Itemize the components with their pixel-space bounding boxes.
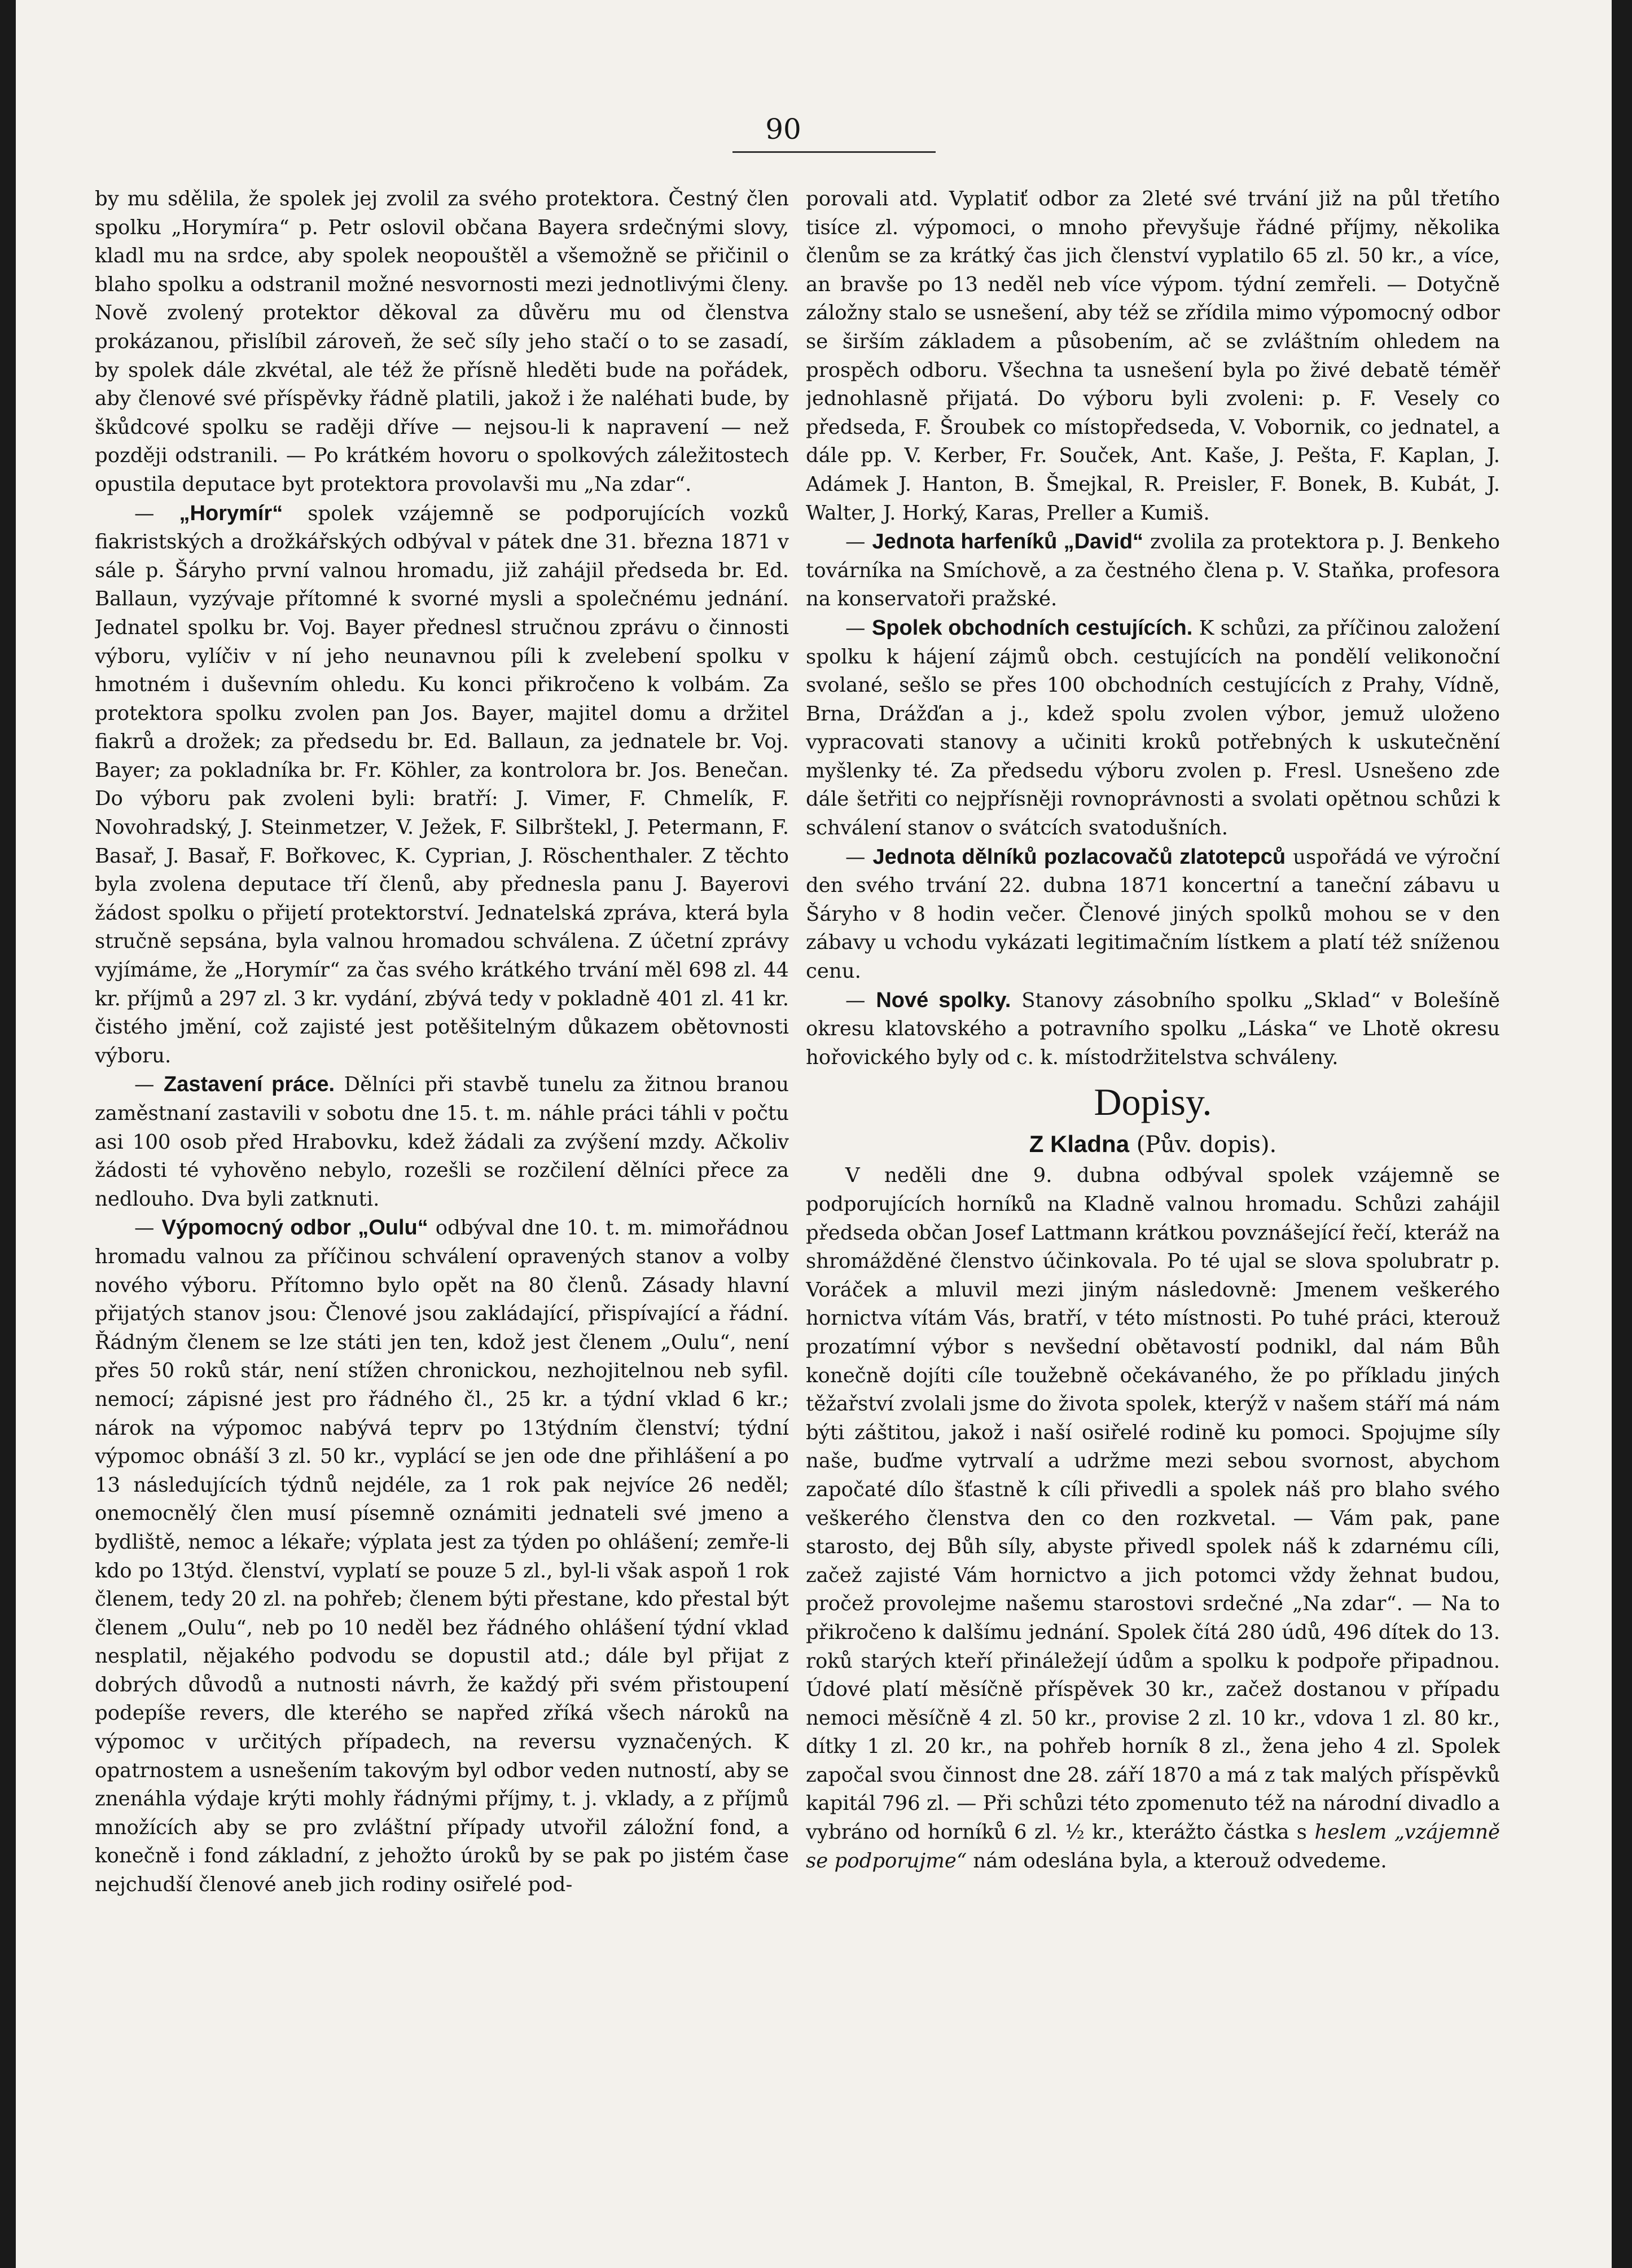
left-column xyxy=(95,185,789,2103)
article-body: zvolila za protektora p. J. Benkeho továrníka na Smíchově, a za čestného člena p. V. Staňka, profesora na konservatoři pražské. xyxy=(806,530,1500,611)
newspaper-page xyxy=(16,0,1612,2268)
article-gilders: — Jednota dělníků pozlacovačů zlatotepců uspořádá ve výroční den svého trvání 22. dubna 1871 koncertní a taneční zábavu u Šáryho v 8 hodin večer. Členové jiných spolků mohou se v den zábavy u vchodu vykázati legitimačním lístkem a platí též sníženou cenu. xyxy=(806,845,1500,983)
article-heading: Jednota dělníků pozlacovačů zlatotepců xyxy=(872,845,1286,869)
letter-motto: heslem „vzájemně se podporujme“ xyxy=(806,1821,1500,1873)
article-body: odbýval dne 10. t. m. mimořádnou hromadu valnou za příčinou schválení opravených stanov a volby nového výboru. Přítomno bylo opět na 80 členů. Zásady hlavní přijatých stanov jsou: Členové jsou zakládající, přispívající a řádní. Řádným členem se lze státi jen ten, kdož jest členem „Oulu“, není přes 50 roků stár, není stížen chronickou, nezhojitelnou neb syfil. nemocí; zápisné jest pro řádného čl., 25 kr. a týdní vklad 6 kr.; nárok na výpomoc nabývá teprv po 13týdním členství; týdní výpomoc obnáší 3 zl. 50 kr., vyplácí se jen ode dne přihlášení a po 13 následujících týdnů nejdéle, za 1 rok pak nejvíce 26 neděl; onemocnělý člen musí písemně oznámiti jednateli své jmeno a bydliště, nemoc a lékaře; výplata jest za týden po ohlášení; zemře-li kdo po 13týd. členství, vyplatí se pouze 5 zl., byl-li však aspoň 1 rok členem, tedy 20 zl. na pohřeb; členem býti přestane, kdo přestal být členem „Oulu“, neb po 10 neděl bez řádného ohlášení týdní vklad nesplatil, nějakého podvodu se dopustil atd.; dále byl přijat z dobrých důvodů a nutnosti návrh, že každý při svém přistoupení podepíše revers, dle kterého se napřed zříká všech nároků na výpomoc v určitých případech, na reversu vyznačených. K opatrnostem a usnešením takovým byl odbor veden nutností, aby se znenáhla výdaje krýti mohly řádnými příjmy, t. j. vklady, a z příjmů množících aby se pro zvláštní případy utvořil záložní fond, a konečně i fond základní, z jehožto úroků by se pak po jistém čase nejchudší členové aneb jich rodiny osiřelé pod- xyxy=(95,1216,789,1897)
article-heading: Spolek obchodních cestujících. xyxy=(871,616,1193,640)
right-column xyxy=(806,185,1500,2103)
header-rule xyxy=(732,151,936,153)
dateline-note: (Pův. dopis). xyxy=(1129,1132,1277,1158)
article-heading: Výpomocný odbor „Oulu“ xyxy=(161,1216,428,1240)
article-heading: Nové spolky. xyxy=(876,988,1011,1012)
article-heading: Zastavení práce. xyxy=(164,1073,335,1097)
article-travelers: — Spolek obchodních cestujících. K schůzi, za příčinou založení spolku k hájení zájmů obch. cestujících na pondělí velikonoční svolané, sešlo se přes 100 obchodních cestujících z Prahy, Vídně, Brna, Drážďan a j., kdež spolu zvolen výbor, jemuž uloženo vypracovati stanovy a učiniti kroků potřebných k uskutečnění myšlenky té. Za předsedu výboru zvolen p. Fresl. Usnešeno zde dále šetřiti co nejpřísněji rovnoprávnosti a svolati opětnou schůzi k schválení stanov o svátcích svatodušních. xyxy=(806,616,1500,840)
article-body: K schůzi, za příčinou založení spolku k hájení zájmů obch. cestujících na pondělí velikonoční svolané, sešlo se přes 100 obchodních cestujících z Prahy, Vídně, Brna, Drážďan a j., kdež spolu zvolen výbor, jemuž uloženo vypracovati stanovy a učiniti kroků potřebných k uskutečnění myšlenky té. Za předsedu výboru zvolen p. Fresl. Usnešeno zde dále šetřiti co nejpřísněji rovnoprávnosti a svolati opětnou schůzi k schválení stanov o svátcích svatodušních. xyxy=(806,616,1500,840)
section-title: Dopisy. xyxy=(1094,1080,1212,1124)
article-heading: „Horymír“ xyxy=(179,501,283,525)
article-body: Stanovy zásobního spolku „Sklad“ v Bolešíně okresu klatovského a potravního spolku „Láska“ ve Lhotě okresu hořovického byly od c. k. místodržitelstva schváleny. xyxy=(806,988,1500,1069)
letter-dateline xyxy=(806,1127,1500,1162)
article-horymir: — „Horymír“ spolek vzájemně se podporujících vozků fiakristských a drožkářských odbýval v pátek dne 31. března 1871 v sále p. Šáryho první valnou hromadu, již zahájil předseda br. Ed. Ballaun, vyzývaje přítomné k svorné mysli a společnému jednání. Jednatel spolku br. Voj. Bayer přednesl stručnou zprávu o činnosti výboru, vylíčiv v ní jeho neunavnou píli k zvelebení spolku v hmotném i duševním ohledu. Ku konci přikročeno k volbám. Za protektora spolku zvolen pan Jos. Bayer, majitel domu a držitel fiakrů a drožek; za předsedu br. Ed. Ballaun, za jednatele br. Voj. Bayer; za pokladníka br. Fr. Köhler, za kontrolora br. Jos. Benečan. Do výboru pak zvoleni byli: bratří: J. Vimer, F. Chmelík, F. Novohradský, J. Steinmetzer, V. Ježek, F. Silbrštekl, J. Petermann, F. Basař, J. Basař, F. Bořkovec, K. Cyprian, J. Röschenthaler. Z těchto byla zvolena deputace tří členů, aby přednesla panu J. Bayerovi žádost spolku o přijetí protektorství. Jednatelská zpráva, která byla stručně sepsána, byla valnou hromadou schválena. Z účetní zprávy vyjímáme, že „Horymír“ za čas svého krátkého trvání měl 698 zl. 44 kr. příjmů a 297 zl. 3 kr. vydání, zbývá tedy v pokladně 401 zl. 41 kr. čistého jmění, což zajisté jest potěšitelným důkazem obětovnosti výboru. xyxy=(95,501,789,1067)
article-body: Dělníci při stavbě tunelu za žitnou branou zaměstnaní zastavili v sobotu dne 15. t. m. náhle práci táhli v počtu asi 100 osob před Hrabovku, kdež žádali za zvýšení mzdy. Ačkoliv žádosti té vyhověno nebylo, rozešli se rozčilení dělníci přece za nedlouho. Dva byli zatknuti. xyxy=(95,1073,789,1211)
letter-text: V neděli dne 9. dubna odbýval spolek vzájemně se podporujících horníků na Kladně valnou hromadu. Schůzi zahájil předseda občan Josef Lattmann krátkou povznášející řečí, kteráž na shromážděné členstvo účinkovala. Po té ujal se slova spolubratr p. Voráček a mluvil mezi jiným následovně: Jmenem veškerého hornictva vítám Vás, bratří, v této místnosti. Po tuhé práci, kterouž prozatímní výbor s nevšední obětavostí podnikl, dal nám Bůh konečně dojíti cíle toužebně očekávaného, že po příkladu jiných těžařství zvolali jsme do života spolek, kterýž v našem stáří má nám býti záštitou, jakož i naší osiřelé rodině ku pomoci. Spojujme síly naše, buďme vytrvalí a udržme mezi sebou svornost, abychom započaté dílo šťastně k cíli přivedli a spolek náš pro blaho svého veškerého členstva den co den rozkvetal. — Vám pak, pane starosto, dej Bůh síly, abyste přivedl spolek náš k zdarnému cíli, začež zajisté Vám hornictvo a jich potomci vždy žehnat budou, pročež provolejme našemu starostovi srdečné „Na zdar“. — Na to přikročeno k dalšímu jednání. Spolek čítá 280 údů, 496 dítek do 13. roků starých kteří přináležejí údům a spolku k podpoře připadnou. Údové platí měsíčně příspěvek 30 kr., začež dostanou v případu nemoci měsíčně 4 zl. 50 kr., provise 2 zl. 10 kr., vdova 1 zl. 80 kr., dítky 1 zl. 20 kr., na pohřeb horník 8 zl., žena jeho 4 zl. Spolek započal svou činnost dne 28. září 1870 a má z tak malých příspěvků kapitál 796 zl. — Při schůzi této zpomenuto též na národní divadlo a vybráno od horníků 6 zl. ½ kr., kterážto částka s xyxy=(806,1164,1500,1844)
article-body: uspořádá ve výroční den svého trvání 22. dubna 1871 koncertní a taneční zábavu u Šáryho v 8 hodin večer. Členové jiných spolků mohou se v den zábavy u vchodu vykázati legitimačním lístkem a platí též sníženou cenu. xyxy=(806,845,1500,983)
article-continuation: by mu sdělila, že spolek jej zvolil za svého protektora. Čestný člen spolku „Horymíra“ p. Petr oslovil občana Bayera srdečnými slovy, kladl mu na srdce, aby spolek neopouštěl a všemožně se přičinil o blaho spolku a odstranil možné nesvornosti mezi jednotlivými členy. Nově zvolený protektor děkoval za důvěru mu od členstva prokázanou, přislíbil zároveň, že seč síly jeho stačí o to se zasadí, by spolek dále zkvétal, ale též že přísně hleděti bude na pořádek, aby členové své příspěvky řádně platili, jakož i že naléhati bude, by škůdcové spolku se raději dříve — nejsou-li k napravení — než později odstranili. — Po krátkém hovoru o spolkových záležitostech opustila deputace byt protektora provolavši mu „Na zdar“. xyxy=(95,187,789,496)
article-heading: Jednota harfeníků „David“ xyxy=(872,530,1144,554)
article-continuation: porovali atd. Vyplatiť odbor za 2leté své trvání již na půl třetího tisíce zl. výpomoci, o mnoho převyšuje řádné příjmy, několika členům se za krátký čas jich členství vyplatilo 65 zl. 50 kr., a více, an bravše po 13 neděl neb více výpom. týdní zemřeli. — Dotyčně záložny stalo se usnešení, aby též se zřídila mimo výpomocný odbor se širším základem a působením, ač se zvláštním ohledem na prospěch odboru. Všechna ta usnešení byla po živé debatě téměř jednohlasně přijatá. Do výboru byli zvoleni: p. F. Vesely co předseda, F. Šroubek co místopředseda, V. Vobornik, co jednatel, a dále pp. V. Kerber, Fr. Souček, Ant. Kaše, J. Pešta, F. Kaplan, J. Adámek J. Hanton, B. Šmejkal, R. Preisler, F. Bonek, B. Kubát, J. Walter, J. Horký, Karas, Preller a Kumiš. xyxy=(806,187,1500,525)
article-david: — Jednota harfeníků „David“ zvolila za protektora p. J. Benkeho továrníka na Smíchově, a za čestného člena p. V. Staňka, profesora na konservatoři pražské. xyxy=(806,530,1500,611)
dateline-place: Z Kladna xyxy=(1029,1131,1130,1158)
page-number: 90 xyxy=(765,113,801,146)
article-strike: — Zastavení práce. Dělníci při stavbě tunelu za žitnou branou zaměstnaní zastavili v sobotu dne 15. t. m. náhle práci táhli v počtu asi 100 osob před Hrabovku, kdež žádali za zvýšení mzdy. Ačkoliv žádosti té vyhověno nebylo, rozešli se rozčilení dělníci přece za nedlouho. Dva byli zatknuti. xyxy=(95,1073,789,1211)
letter-text-end: nám odeslána byla, a kterouž odvedeme. xyxy=(967,1849,1387,1873)
article-body: spolek vzájemně se podporujících vozků fiakristských a drožkářských odbýval v pátek dne 31. března 1871 v sále p. Šáryho první valnou hromadu, již zahájil předseda br. Ed. Ballaun, vyzývaje přítomné k svorné mysli a společnému jednání. Jednatel spolku br. Voj. Bayer přednesl stručnou zprávu o činnosti výboru, vylíčiv v ní jeho neunavnou píli k zvelebení spolku v hmotném i duševním ohledu. Ku konci přikročeno k volbám. Za protektora spolku zvolen pan Jos. Bayer, majitel domu a držitel fiakrů a drožek; za předsedu br. Ed. Ballaun, za jednatele br. Voj. Bayer; za pokladníka br. Fr. Köhler, za kontrolora br. Jos. Benečan. Do výboru pak zvoleni byli: bratří: J. Vimer, F. Chmelík, F. Novohradský, J. Steinmetzer, V. Ježek, F. Silbrštekl, J. Petermann, F. Basař, J. Basař, F. Bořkovec, K. Cyprian, J. Röschenthaler. Z těchto byla zvolena deputace tří členů, aby přednesla panu J. Bayerovi žádost spolku o přijetí protektorství. Jednatelská zpráva, která byla stručně sepsána, byla valnou hromadou schválena. Z účetní zprávy vyjímáme, že „Horymír“ za čas svého krátkého trvání měl 698 zl. 44 kr. příjmů a 297 zl. 3 kr. vydání, zbývá tedy v pokladně 401 zl. 41 kr. čistého jmění, což zajisté jest potěšitelným důkazem obětovnosti výboru. xyxy=(95,502,789,1067)
letter-body xyxy=(806,1162,1500,1875)
article-new-societies: — Nové spolky. Stanovy zásobního spolku „Sklad“ v Bolešíně okresu klatovského a potravního spolku „Láska“ ve Lhotě okresu hořovického byly od c. k. místodržitelstva schváleny. xyxy=(806,988,1500,1069)
article-oulu: — Výpomocný odbor „Oulu“ odbýval dne 10. t. m. mimořádnou hromadu valnou za příčinou schválení opravených stanov a volby nového výboru. Přítomno bylo opět na 80 členů. Zásady hlavní přijatých stanov jsou: Členové jsou zakládající, přispívající a řádní. Řádným členem se lze státi jen ten, kdož jest členem „Oulu“, není přes 50 roků stár, není stížen chronickou, nezhojitelnou neb syfil. nemocí; zápisné jest pro řádného čl., 25 kr. a týdní vklad 6 kr.; nárok na výpomoc nabývá teprv po 13týdním členství; týdní výpomoc obnáší 3 zl. 50 kr., vyplácí se jen ode dne přihlášení a po 13 následujících týdnů nejdéle, za 1 rok pak nejvíce 26 neděl; onemocnělý člen musí písemně oznámiti jednateli své jmeno a bydliště, nemoc a lékaře; výplata jest za týden po ohlášení; zemře-li kdo po 13týd. členství, vyplatí se pouze 5 zl., byl-li však aspoň 1 rok členem, tedy 20 zl. na pohřeb; členem býti přestane, kdo přestal být členem „Oulu“, neb po 10 neděl bez řádného ohlášení týdní vklad nesplatil, nějakého podvodu se dopustil atd.; dále byl přijat z dobrých důvodů a nutnosti návrh, že každý při svém přistoupení podepíše revers, dle kterého se napřed zříká všech nároků na výpomoc v určitých případech, na reversu vyznačených. K opatrnostem a usnešením takovým byl odbor veden nutností, aby se znenáhla výdaje krýti mohly řádnými příjmy, t. j. vklady, a z příjmů množících aby se pro zvláštní případy utvořil záložní fond, a konečně i fond základní, z jehožto úroků by se pak po jistém čase nejchudší členové aneb jich rodiny osiřelé pod- xyxy=(95,1216,789,1897)
